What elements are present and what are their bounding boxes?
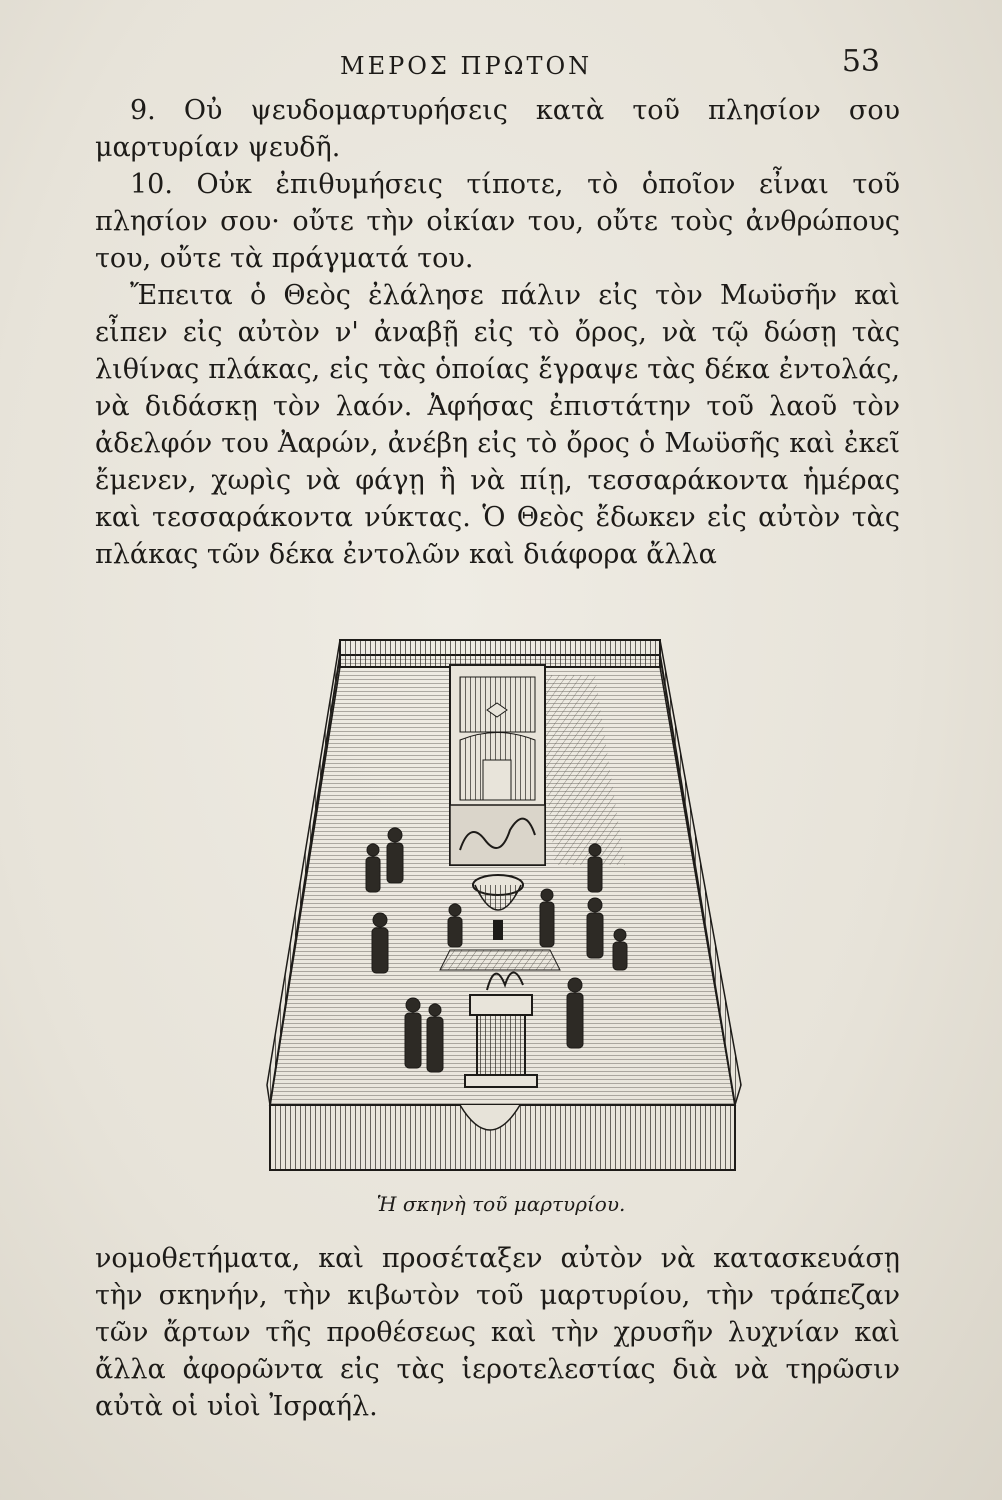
commandment-9: 9. Οὐ ψευδομαρτυρήσεις κατὰ τοῦ πλησίον σου μαρτυρίαν ψευδῆ. bbox=[95, 95, 900, 163]
commandment-10: 10. Οὐκ ἐπιθυμήσεις τίποτε, τὸ ὁποῖον εἶναι τοῦ πλησίον σου· οὔτε τὴν οἰκίαν του, οὔτε τοὺς ἀνθρώπους του, οὔτε τὰ πράγματά του. bbox=[95, 169, 900, 274]
figure-caption: Ἡ σκηνὴ τοῦ μαρτυρίου. bbox=[376, 1192, 626, 1216]
page-number: 53 bbox=[841, 44, 880, 79]
running-head: ΜΕΡΟΣ ΠΡΩΤΟΝ bbox=[340, 52, 593, 80]
tabernacle-engraving bbox=[265, 635, 745, 1175]
continuation-paragraph: νομοθετήματα, καὶ προσέταξεν αὐτὸν νὰ κατασκευάσῃ τὴν σκηνήν, τὴν κιβωτὸν τοῦ μαρτυρίου, τὴν τράπεζαν τῶν ἄρτων τῆς προθέσεως καὶ τὴν χρυσῆν λυχνίαν καὶ ἄλλα ἀφορῶντα εἰς τὰς ἱεροτελεστίας διὰ νὰ τηρῶσιν αὐτὰ οἱ υἱοὶ Ἰσραήλ. bbox=[95, 1243, 900, 1422]
narrative-paragraph: Ἔπειτα ὁ Θεὸς ἐλάλησε πάλιν εἰς τὸν Μωϋσῆν καὶ εἶπεν εἰς αὐτὸν ν' ἀναβῇ εἰς τὸ ὄρος, νὰ τῷ δώσῃ τὰς λιθίνας πλάκας, εἰς τὰς ὁποίας ἔγραψε τὰς δέκα ἐντολάς, νὰ διδάσκῃ τὸν λαόν. Ἀφήσας ἐπιστάτην τοῦ λαοῦ τὸν ἀδελφόν του Ἀαρών, ἀνέβη εἰς τὸ ὄρος ὁ Μωϋσῆς καὶ ἐκεῖ ἔμενεν, χωρὶς νὰ φάγῃ ἢ νὰ πίῃ, τεσσαράκοντα ἡμέρας καὶ τεσσαράκοντα νύκτας. Ὁ Θεὸς ἔδωκεν εἰς αὐτὸν τὰς πλάκας τῶν δέκα ἐντολῶν καὶ διάφορα ἄλλα bbox=[95, 280, 900, 570]
bottom-text-block bbox=[95, 1240, 900, 1425]
top-text-block bbox=[95, 92, 900, 573]
page-header bbox=[100, 40, 890, 90]
